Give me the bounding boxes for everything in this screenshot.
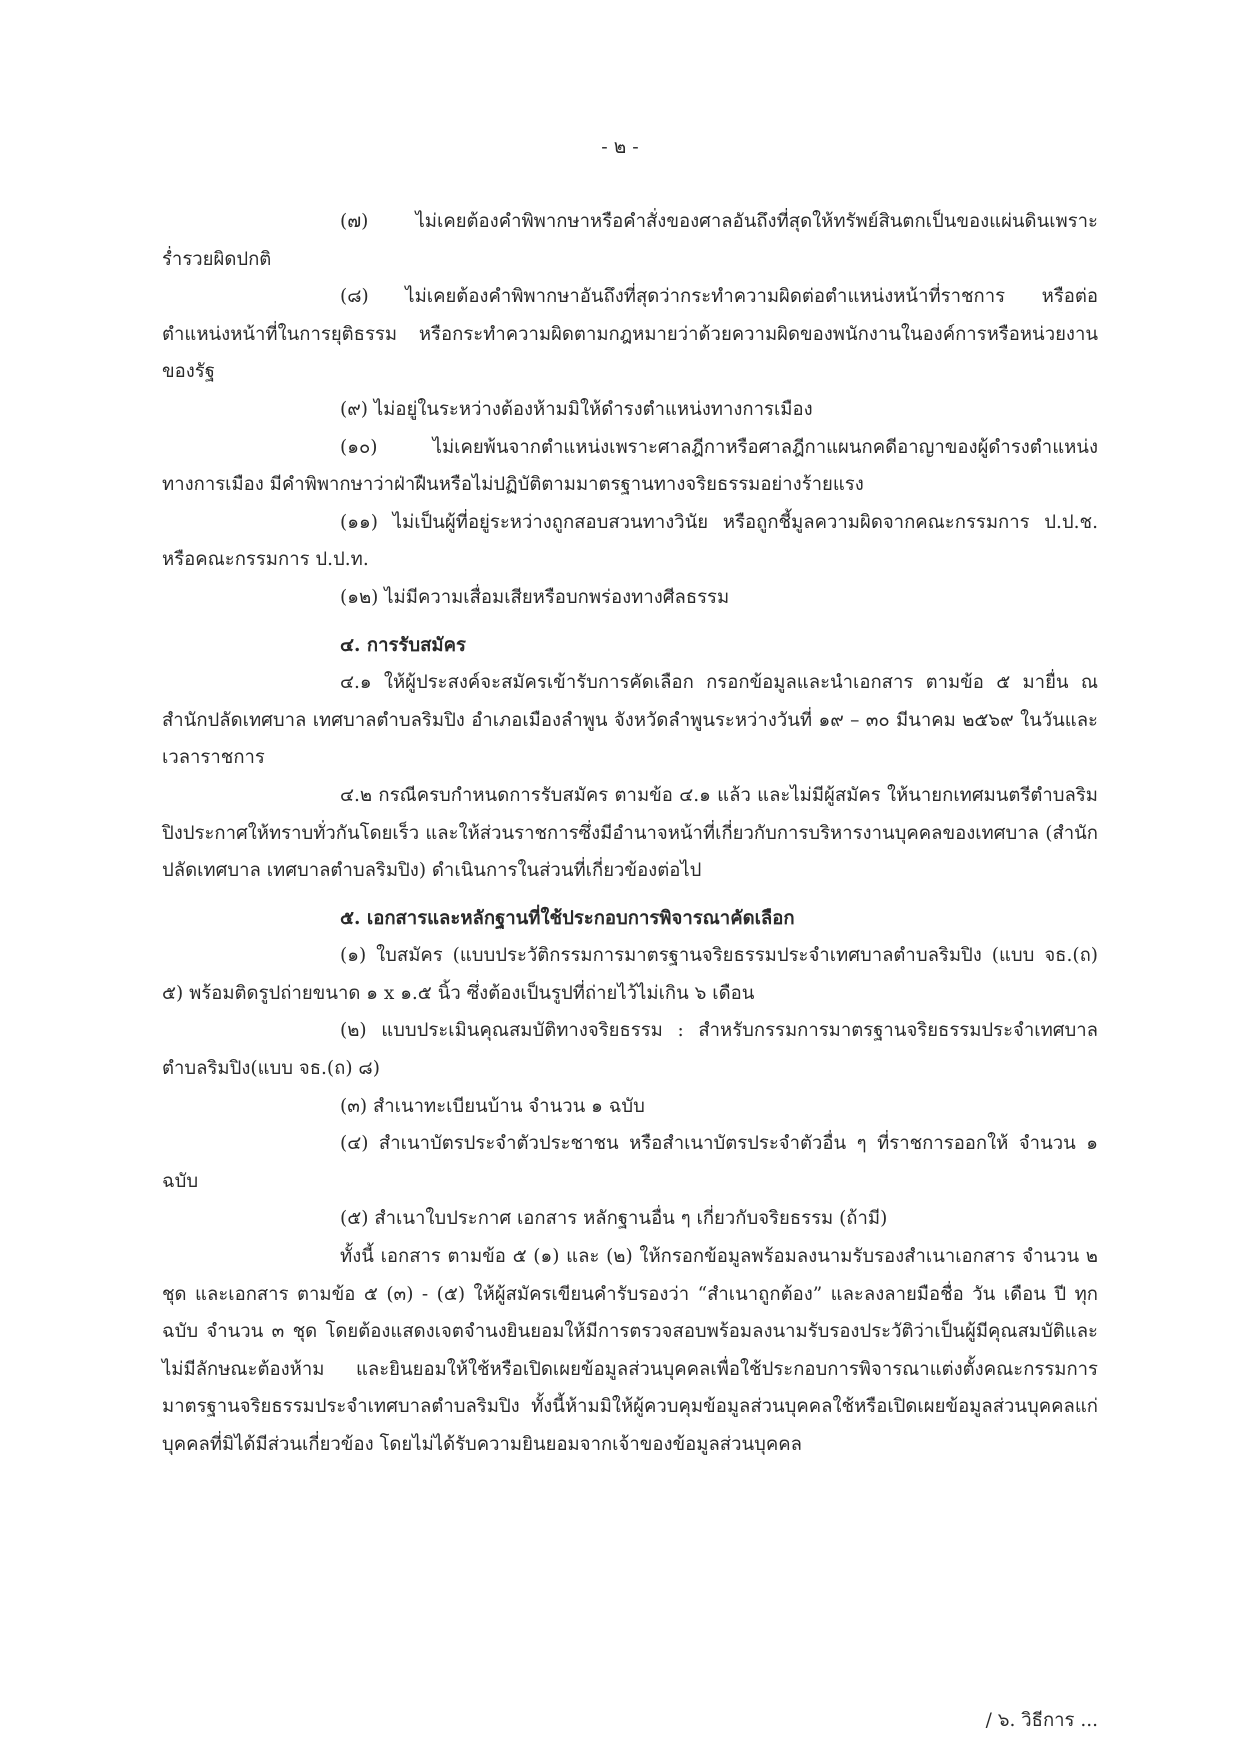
document-item-2: (๒) แบบประเมินคุณสมบัติทางจริยธรรม : สำหรับกรรมการมาตรฐานจริยธรรมประจำเทศบาลตำบลริมปิง(แบบ จธ.(ถ) ๘)	[162, 1020, 1098, 1080]
page-number: - ๒ -	[601, 136, 639, 158]
section-5-heading: ๕. เอกสารและหลักฐานที่ใช้ประกอบการพิจารณาคัดเลือก	[340, 907, 795, 929]
document-body	[162, 203, 1098, 1464]
section-4-1: ๔.๑ ให้ผู้ประสงค์จะสมัครเข้ารับการคัดเลือก กรอกข้อมูลและนำเอกสาร ตามข้อ ๕ มายื่น ณ สำนักปลัดเทศบาล เทศบาลตำบลริมปิง อำเภอเมืองลำพูน จังหวัดลำพูนระหว่างวันที่ ๑๙ – ๓๐ มีนาคม ๒๕๖๙ ในวันและเวลาราชการ	[162, 672, 1098, 769]
qualification-item-8: (๘) ไม่เคยต้องคำพิพากษาอันถึงที่สุดว่ากระทำความผิดต่อตำแหน่งหน้าที่ราชการ หรือต่อตำแหน่งหน้าที่ในการยุติธรรม หรือกระทำความผิดตามกฎหมายว่าด้วยความผิดของพนักงานในองค์การหรือหน่วยงานของรัฐ	[162, 286, 1098, 383]
document-item-3: (๓) สำเนาทะเบียนบ้าน จำนวน ๑ ฉบับ	[340, 1095, 645, 1117]
document-item-1: (๑) ใบสมัคร (แบบประวัติกรรมการมาตรฐานจริยธรรมประจำเทศบาลตำบลริมปิง (แบบ จธ.(ถ) ๕) พร้อมติดรูปถ่ายขนาด ๑ x ๑.๕ นิ้ว ซึ่งต้องเป็นรูปที่ถ่ายไว้ไม่เกิน ๖ เดือน	[162, 945, 1098, 1004]
qualification-item-10: (๑๐) ไม่เคยพ้นจากตำแหน่งเพราะศาลฎีกาหรือศาลฎีกาแผนกคดีอาญาของผู้ดำรงตำแหน่งทางการเมือง มีคำพิพากษาว่าฝ่าฝืนหรือไม่ปฏิบัติตามมาตรฐานทางจริยธรรมอย่างร้ายแรง	[162, 436, 1098, 496]
qualification-item-9: (๙) ไม่อยู่ในระหว่างต้องห้ามมิให้ดำรงตำแหน่งทางการเมือง	[340, 398, 813, 420]
qualification-item-7: (๗) ไม่เคยต้องคำพิพากษาหรือคำสั่งของศาลอันถึงที่สุดให้ทรัพย์สินตกเป็นของแผ่นดินเพราะร่ำรวยผิดปกติ	[162, 211, 1098, 270]
section-4-2: ๔.๒ กรณีครบกำหนดการรับสมัคร ตามข้อ ๔.๑ แล้ว และไม่มีผู้สมัคร ให้นายกเทศมนตรีตำบลริมปิงประกาศให้ทราบทั่วกันโดยเร็ว และให้ส่วนราชการซึ่งมีอำนาจหน้าที่เกี่ยวกับการบริหารงานบุคคลของเทศบาล (สำนักปลัดเทศบาล เทศบาลตำบลริมปิง) ดำเนินการในส่วนที่เกี่ยวข้องต่อไป	[162, 784, 1098, 882]
document-item-4: (๔) สำเนาบัตรประจำตัวประชาชน หรือสำเนาบัตรประจำตัวอื่น ๆ ที่ราชการออกให้ จำนวน ๑ ฉบับ	[162, 1133, 1098, 1192]
qualification-item-11: (๑๑) ไม่เป็นผู้ที่อยู่ระหว่างถูกสอบสวนทางวินัย หรือถูกชี้มูลความผิดจากคณะกรรมการ ป.ป.ช. หรือคณะกรรมการ ป.ป.ท.	[162, 511, 1098, 571]
section-4-heading: ๔. การรับสมัคร	[340, 634, 466, 656]
qualification-item-12: (๑๒) ไม่มีความเสื่อมเสียหรือบกพร่องทางศีลธรรม	[340, 586, 730, 608]
continuation-marker: / ๖. วิธีการ ...	[985, 1710, 1098, 1731]
document-item-5: (๕) สำเนาใบประกาศ เอกสาร หลักฐานอื่น ๆ เกี่ยวกับจริยธรรม (ถ้ามี)	[340, 1208, 888, 1230]
document-note: ทั้งนี้ เอกสาร ตามข้อ ๕ (๑) และ (๒) ให้กรอกข้อมูลพร้อมลงนามรับรองสำเนาเอกสาร จำนวน ๒ ชุด และเอกสาร ตามข้อ ๕ (๓) - (๕) ให้ผู้สมัครเขียนคำรับรองว่า “สำเนาถูกต้อง” และลงลายมือชื่อ วัน เดือน ปี ทุกฉบับ จำนวน ๓ ชุด โดยต้องแสดงเจตจำนงยินยอมให้มีการตรวจสอบพร้อมลงนามรับรองประวัติว่าเป็นผู้มีคุณสมบัติและไม่มีลักษณะต้องห้าม และยินยอมให้ใช้หรือเปิดเผยข้อมูลส่วนบุคคลเพื่อใช้ประกอบการพิจารณาแต่งตั้งคณะกรรมการมาตรฐานจริยธรรมประจำเทศบาลตำบลริมปิง ทั้งนี้ห้ามมิให้ผู้ควบคุมข้อมูลส่วนบุคคลใช้หรือเปิดเผยข้อมูลส่วนบุคคลแก่บุคคลที่มิได้มีส่วนเกี่ยวข้อง โดยไม่ได้รับความยินยอมจากเจ้าของข้อมูลส่วนบุคคล	[162, 1246, 1098, 1455]
